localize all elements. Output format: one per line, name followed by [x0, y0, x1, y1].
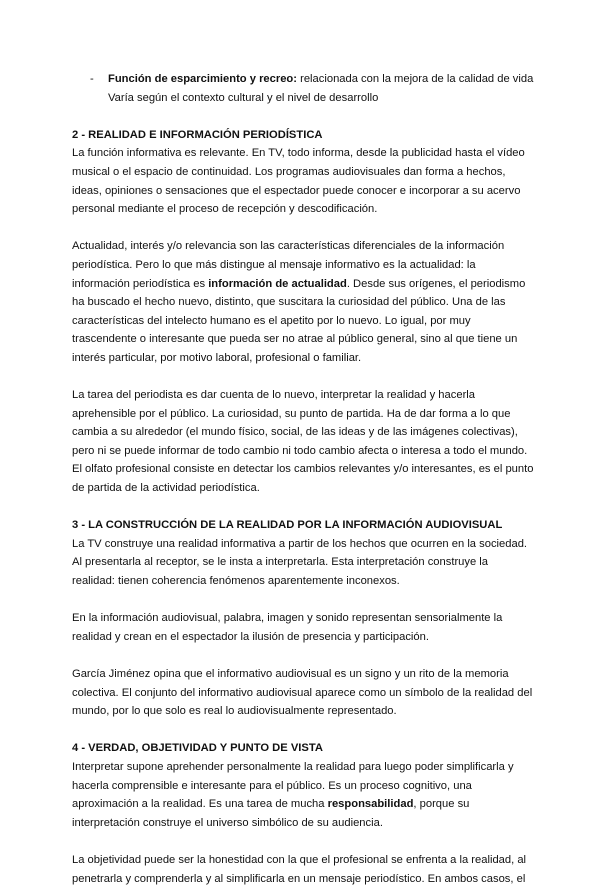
bullet-bold-term: Función de esparcimiento y recreo: [108, 73, 297, 85]
section-3-paragraph-3: García Jiménez opina que el informativo audiovisual es un signo y un rito de la memoria colectiva. El conjunto del informativo audiovisual aparece como un símbolo de la realidad del mundo, por lo que solo es real lo audiovisualmente representado. [72, 668, 533, 718]
bullet-dash: - [90, 73, 94, 85]
section-3-paragraph-1: La TV construye una realidad informativa a partir de los hechos que ocurren en la sociedad. Al presentarla al receptor, se le insta a interpretarla. Esta interpretación construye la realidad: tienen coherencia fenómenos aparentemente inconexos. [72, 537, 528, 588]
section-2-paragraph-2-end: . Desde sus orígenes, el periodismo ha buscado el hecho nuevo, distinto, que suscitara la curiosidad del público. Una de las características del intelecto humano es el apetito por lo nuevo. Lo igual, por muy trascendente o interesante que pueda ser no atrae al público general, sino al que tiene un interés particular, por motivo laboral, profesional o familiar. [72, 277, 526, 364]
section-2-bold-term: información de actualidad [208, 277, 347, 290]
bullet-item-esparcimiento [72, 70, 534, 107]
section-2-paragraph-2-start: Actualidad, interés y/o relevancia son las características diferenciales de la información periodística. Pero lo que más distingue al mensaje informativo es la actualidad: la información periodística es [72, 240, 505, 290]
document-page [72, 70, 534, 888]
bullet-second-line: Varía según el contexto cultural y el nivel de desarrollo [108, 91, 379, 104]
section-2-paragraph-2 [72, 237, 534, 367]
section-4-paragraph-2: La objetividad puede ser la honestidad con la que el profesional se enfrenta a la realidad, al penetrarla y comprenderla y al simplificarla en un mensaje periodístico. En ambos casos, el [72, 853, 527, 885]
bullet-text [108, 70, 534, 89]
section-2-heading: 2 - REALIDAD E INFORMACIÓN PERIODÍSTICA [72, 128, 323, 141]
section-4-bold-term: responsabilidad [327, 798, 414, 811]
section-4-paragraph-1-start: Interpretar supone aprehender personalmente la realidad para luego poder simplificarla y hacerla comprensible e interesante para el público. Es un proceso cognitivo, una aproximación a la realidad. Es una tarea de mucha [72, 760, 514, 811]
bullet-description: relacionada con la mejora de la calidad de vida [297, 73, 534, 85]
section-3-paragraph-2: En la información audiovisual, palabra, imagen y sonido representan sensorialmente la realidad y crean en el espectador la ilusión de presencia y participación. [72, 612, 503, 643]
section-3-heading: 3 - LA CONSTRUCCIÓN DE LA REALIDAD POR LA INFORMACIÓN AUDIOVISUAL [72, 519, 503, 532]
section-4-paragraph-1 [72, 758, 534, 832]
section-2-paragraph-1: La función informativa es relevante. En TV, todo informa, desde la publicidad hasta el vídeo musical o el espacio de continuidad. Los programas audiovisuales dan forma a hechos, ideas, opiniones o sensaciones que el espectador puede conocer e incorporar a su acervo personal mediante el proceso de recepción y descodificación. [72, 147, 525, 216]
section-4-heading: 4 - VERDAD, OBJETIVIDAD Y PUNTO DE VISTA [72, 742, 323, 755]
section-4-paragraph-1-end: , porque su interpretación construye el universo simbólico de su audiencia. [72, 798, 470, 829]
section-2-paragraph-3: La tarea del periodista es dar cuenta de lo nuevo, interpretar la realidad y hacerla aprehensible por el público. La curiosidad, su punto de partida. Ha de dar forma a lo que cambia a su alrededor (el mundo físico, social, de las ideas y de las imágenes colectivas), pero ni se puede informar de todo cambio ni todo cambio afecta o interesa a todo el mundo. El olfato profesional consiste en detectar los cambios relevantes y/o interesantes, es el punto de partida de la actividad periodística. [72, 389, 534, 495]
